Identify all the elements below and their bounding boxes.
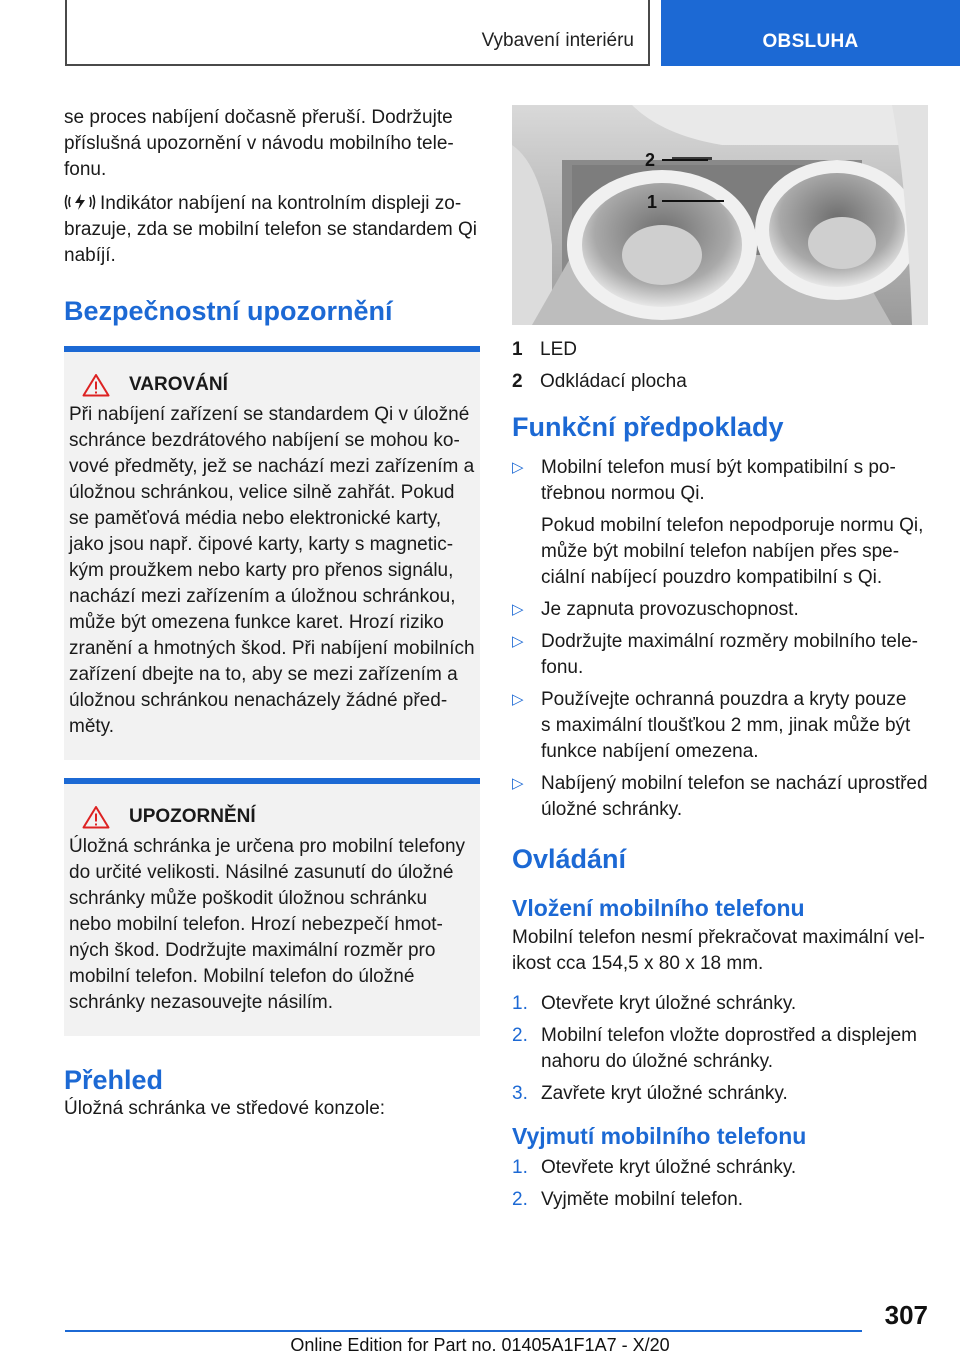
text-line: příslušná upozornění v návodu mobilního tele- [64, 133, 454, 154]
list-item-note [541, 513, 932, 591]
text-line: se paměťová média nebo elektronické karty, [69, 508, 442, 529]
qi-charging-indicator-icon [64, 191, 96, 213]
page-header [0, 0, 960, 66]
header-section-box [65, 0, 650, 66]
text-fragment: Indikátor nabíjení na kontrolním displeji zo- [100, 193, 462, 214]
step-item [512, 1155, 932, 1181]
warning-text [69, 402, 475, 740]
text-line: mobilní telefon. Mobilní telefon do úložné [69, 966, 415, 987]
overview-heading: Přehled [64, 1065, 164, 1095]
bullet-triangle-icon: ▷ [512, 691, 524, 708]
warning-triangle-icon [82, 373, 110, 397]
bullet-triangle-icon: ▷ [512, 775, 524, 792]
text-line: Otevřete kryt úložné schránky. [541, 993, 797, 1014]
text-line: ikost cca 154,5 x 80 x 18 mm. [512, 953, 764, 974]
image-callout-2: 2 [645, 150, 656, 170]
text-line: úložnou schránkou nenacházely žádné před- [69, 690, 448, 711]
caution-title: UPOZORNĚNÍ [129, 806, 256, 827]
text-line: nahoru do úložné schránky. [541, 1051, 774, 1072]
step-item [512, 1187, 932, 1213]
right-column [512, 105, 932, 1219]
storage-compartment-image [512, 105, 928, 325]
caution-text [69, 834, 468, 1016]
text-line: úložné schránky. [541, 799, 683, 820]
remove-heading: Vyjmutí mobilního telefonu [512, 1123, 807, 1149]
text-line: Zavřete kryt úložné schránky. [541, 1083, 788, 1104]
insert-text [512, 925, 932, 977]
text-line: Mobilní telefon nesmí překračovat maximální vel- [512, 927, 925, 948]
text-line: Je zapnuta provozuschopnost. [541, 599, 799, 620]
text-line: jako jsou např. čipové karty, karty s magnetic- [69, 534, 454, 555]
step-number: 3. [512, 1083, 528, 1104]
text-line: zranění a hmotných škod. Při nabíjení mobilních [69, 638, 475, 659]
bullet-triangle-icon: ▷ [512, 601, 524, 618]
text-line: nachází mezi zařízením a úložnou schránkou, [69, 586, 456, 607]
text-line: vové předměty, jež se nachází mezi zařízením a [69, 456, 475, 477]
text-line: fonu. [64, 159, 107, 180]
text-line: schránce bezdrátového nabíjení se mohou ko- [69, 430, 460, 451]
text-line: schránky může poškodit úložnou schránku [69, 888, 428, 909]
footer-edition: Online Edition for Part no. 01405A1F1A7 - X/20 [290, 1335, 670, 1355]
text-line: funkce nabíjení omezena. [541, 741, 759, 762]
bullet-triangle-icon: ▷ [512, 459, 524, 476]
intro-paragraph [64, 105, 482, 183]
text-line: Pokud mobilní telefon nepodporuje normu Qi, [541, 515, 924, 536]
text-line: může být omezena funkce karet. Hrozí riziko [69, 612, 444, 633]
list-item [512, 687, 932, 765]
warning-title: VAROVÁNÍ [129, 374, 228, 395]
text-line: se proces nabíjení dočasně přeruší. Dodržujte [64, 107, 453, 128]
requirements-heading: Funkční předpoklady [512, 412, 784, 442]
operation-heading: Ovládání [512, 844, 627, 874]
caution-box [64, 778, 480, 1036]
step-number: 1. [512, 1157, 528, 1178]
header-section-title: Vybavení interiéru [481, 30, 634, 51]
warning-triangle-icon [82, 805, 110, 829]
bullet-triangle-icon: ▷ [512, 633, 524, 650]
legend-number: 1 [512, 339, 523, 360]
remove-steps [512, 1155, 932, 1213]
left-column [64, 105, 482, 1122]
text-line: Dodržujte maximální rozměry mobilního tele- [541, 631, 918, 652]
step-number: 1. [512, 993, 528, 1014]
text-line: kým proužkem nebo karty pro přenos signálu, [69, 560, 454, 581]
text-line: může být mobilní telefon nabíjen přes spe- [541, 541, 900, 562]
step-item [512, 991, 932, 1017]
header-chapter-label: OBSLUHA [762, 31, 859, 52]
step-number: 2. [512, 1025, 528, 1046]
warning-box [64, 346, 480, 760]
legend-item [512, 366, 932, 398]
footer-divider [65, 1330, 862, 1332]
requirements-list [512, 455, 932, 823]
text-line: úložnou schránkou, velice silně zahřát. Pokud [69, 482, 455, 503]
text-line: Mobilní telefon vložte doprostřed a displejem [541, 1025, 917, 1046]
text-line: Mobilní telefon musí být kompatibilní s po- [541, 457, 896, 478]
text-line: schránky nezasouvejte násilím. [69, 992, 334, 1013]
warning-title-row [82, 372, 468, 398]
text-line: Používejte ochranná pouzdra a kryty pouze [541, 689, 907, 710]
image-legend [512, 334, 932, 398]
text-line: zařízení dbejte na to, aby se mezi zařízením a [69, 664, 458, 685]
text-line: třebnou normou Qi. [541, 483, 705, 504]
text-line [64, 191, 482, 217]
text-line: Otevřete kryt úložné schránky. [541, 1157, 797, 1178]
text-line: nabíjí. [64, 245, 116, 266]
legend-label: LED [540, 339, 577, 360]
storage-compartment-illustration [512, 105, 928, 325]
text-line: brazuje, zda se mobilní telefon se standardem Qi [64, 219, 477, 240]
insert-steps [512, 991, 932, 1107]
text-line: s maximální tloušťkou 2 mm, jinak může být [541, 715, 911, 736]
text-line: fonu. [541, 657, 584, 678]
step-item [512, 1081, 932, 1107]
list-item [512, 597, 932, 623]
text-line: do určité velikosti. Násilné zasunutí do úložné [69, 862, 454, 883]
safety-heading: Bezpečnostní upozornění [64, 296, 393, 326]
step-number: 2. [512, 1189, 528, 1210]
legend-item [512, 334, 932, 366]
text-line: ných škod. Dodržujte maximální rozměr pro [69, 940, 436, 961]
list-item [512, 771, 932, 823]
list-item [512, 629, 932, 681]
insert-heading: Vložení mobilního telefonu [512, 895, 805, 921]
text-line: Úložná schránka je určena pro mobilní telefony [69, 836, 466, 857]
text-line: ciální nabíjecí pouzdro kompatibilní s Qi. [541, 567, 883, 588]
overview-text: Úložná schránka ve středové konzole: [64, 1098, 386, 1119]
legend-label: Odkládací plocha [540, 371, 687, 392]
page-number: 307 [884, 1300, 928, 1330]
header-chapter-tab [661, 0, 960, 66]
text-line: Nabíjený mobilní telefon se nachází uprostřed [541, 773, 928, 794]
step-item [512, 1023, 932, 1075]
legend-number: 2 [512, 371, 523, 392]
text-line: Vyjměte mobilní telefon. [541, 1189, 744, 1210]
list-item [512, 455, 932, 507]
text-line: měty. [69, 716, 115, 737]
image-callout-1: 1 [647, 192, 658, 212]
text-line: nebo mobilní telefon. Hrozí nebezpečí hmot- [69, 914, 443, 935]
indicator-paragraph [64, 191, 482, 269]
caution-title-row [82, 804, 468, 830]
text-line: Při nabíjení zařízení se standardem Qi v úložné [69, 404, 470, 425]
